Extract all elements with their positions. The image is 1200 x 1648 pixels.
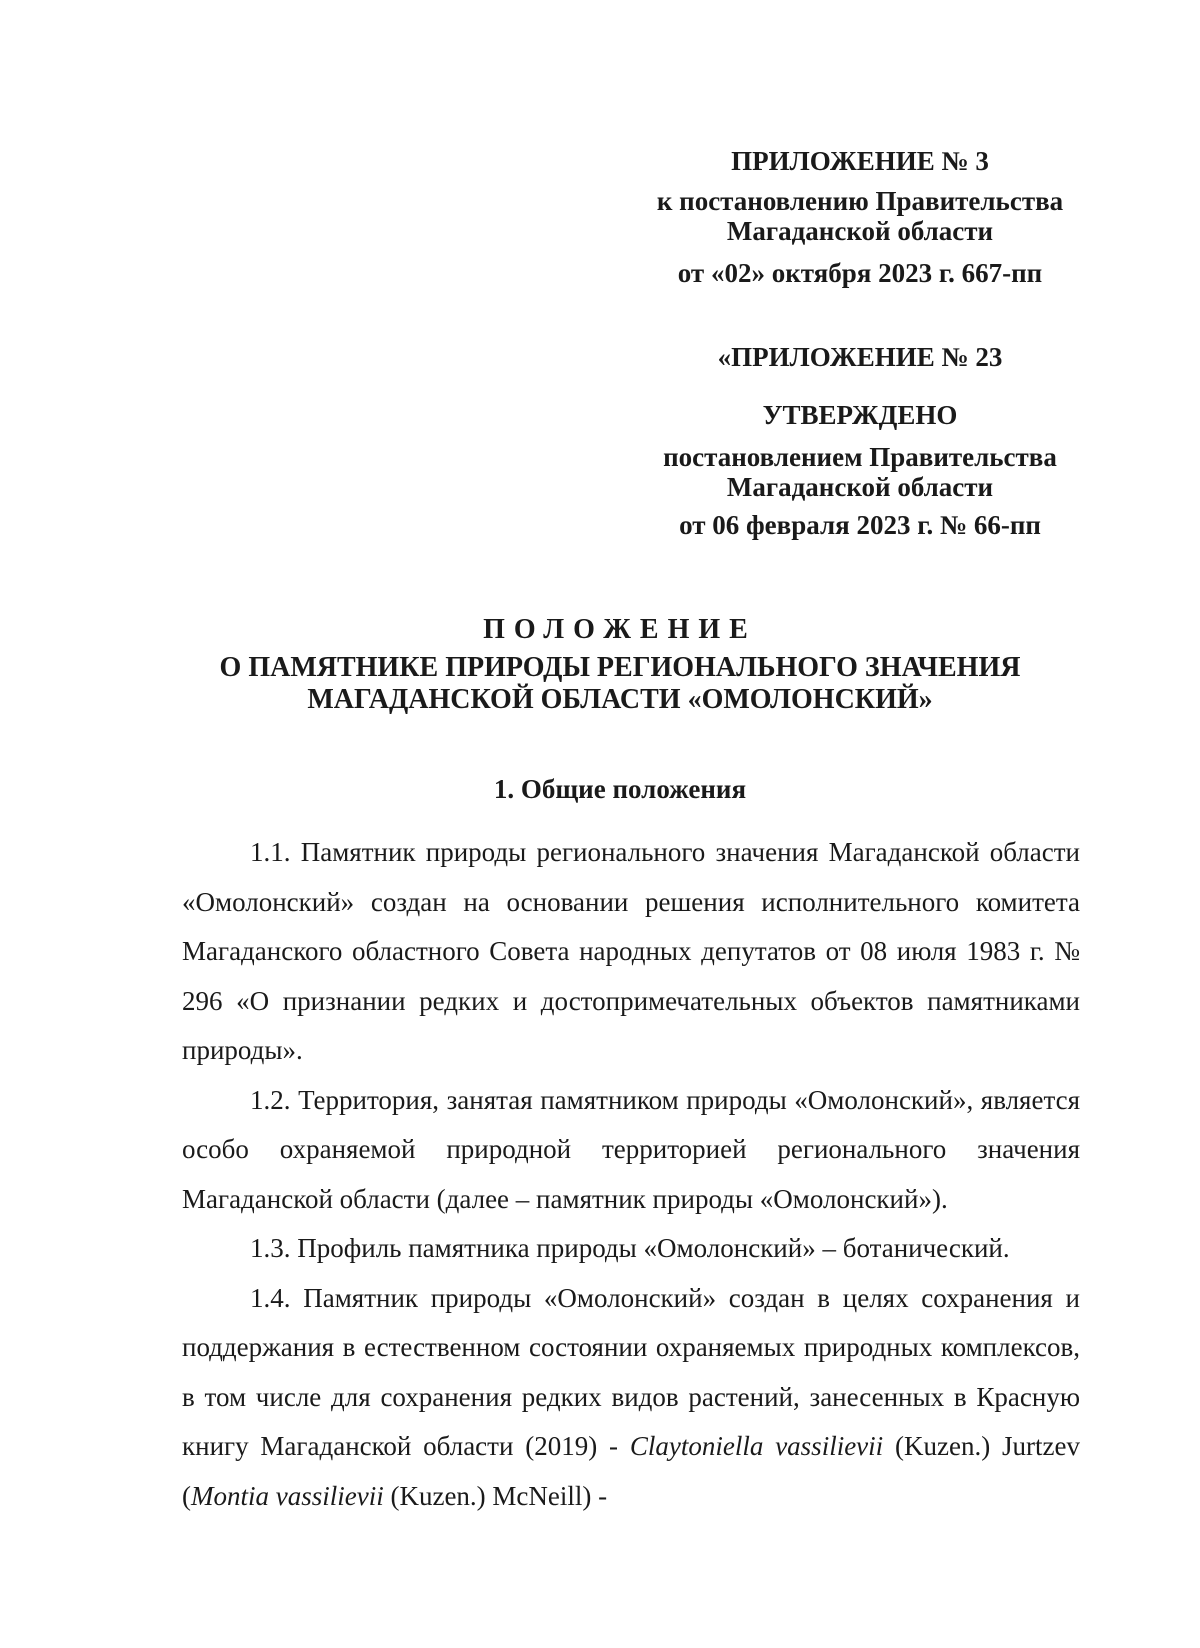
species-synonym: Montia vassilievii	[191, 1480, 384, 1511]
decree-reference: к постановлению Правительства Магаданской области	[656, 186, 1064, 246]
approved-by: постановлением Правительства Магаданской области	[663, 442, 1057, 502]
appendix-23-label: «ПРИЛОЖЕНИЕ № 23	[717, 342, 1003, 372]
paragraph-1-4	[182, 1274, 1080, 1522]
decree-date: от «02» октября 2023 г. 667-пп	[677, 258, 1043, 288]
section-heading: 1. Общие положения	[493, 774, 747, 804]
paragraph-1-2: 1.2. Территория, занятая памятником природы «Омолонский», является особо охраняемой природной территорией регионального значения Магаданской области (далее – памятник природы «Омолонский»).	[182, 1084, 1080, 1214]
section-body	[182, 828, 1080, 1521]
paragraph-1-1: 1.1. Памятник природы регионального значения Магаданской области «Омолонский» создан на основании решения исполнительного комитета Магаданского областного Совета народных депутатов от 08 июля 1983 г. № 296 «О признании редких и достопримечательных объектов памятниками природы».	[182, 837, 1080, 1065]
document-title: ПОЛОЖЕНИЕ	[483, 614, 757, 645]
paragraph-1-4-text: 1.4. Памятник природы «Омолонский» создан в целях сохранения и поддержания в естественном состоянии охраняемых природных комплексов, в том числе для сохранения редких видов растений, занесенных в Красную книгу Магаданской области (2019) -	[182, 1282, 1080, 1461]
species-name: Claytoniella vassilievii	[629, 1431, 884, 1461]
synonym-author: (Kuzen.) McNeill) -	[383, 1480, 608, 1511]
species-author: (Kuzen.) Jurtzev (	[182, 1431, 1080, 1511]
paragraph-1-3: 1.3. Профиль памятника природы «Омолонский» – ботанический.	[250, 1233, 1010, 1263]
approved-date: от 06 февраля 2023 г. № 66-пп	[679, 510, 1041, 540]
approved-label: УТВЕРЖДЕНО	[762, 400, 958, 430]
appendix-number: ПРИЛОЖЕНИЕ № 3	[731, 146, 989, 176]
document-subtitle: О ПАМЯТНИКЕ ПРИРОДЫ РЕГИОНАЛЬНОГО ЗНАЧЕНИЯ МАГАДАНСКОЙ ОБЛАСТИ «ОМОЛОНСКИЙ»	[219, 652, 1021, 715]
